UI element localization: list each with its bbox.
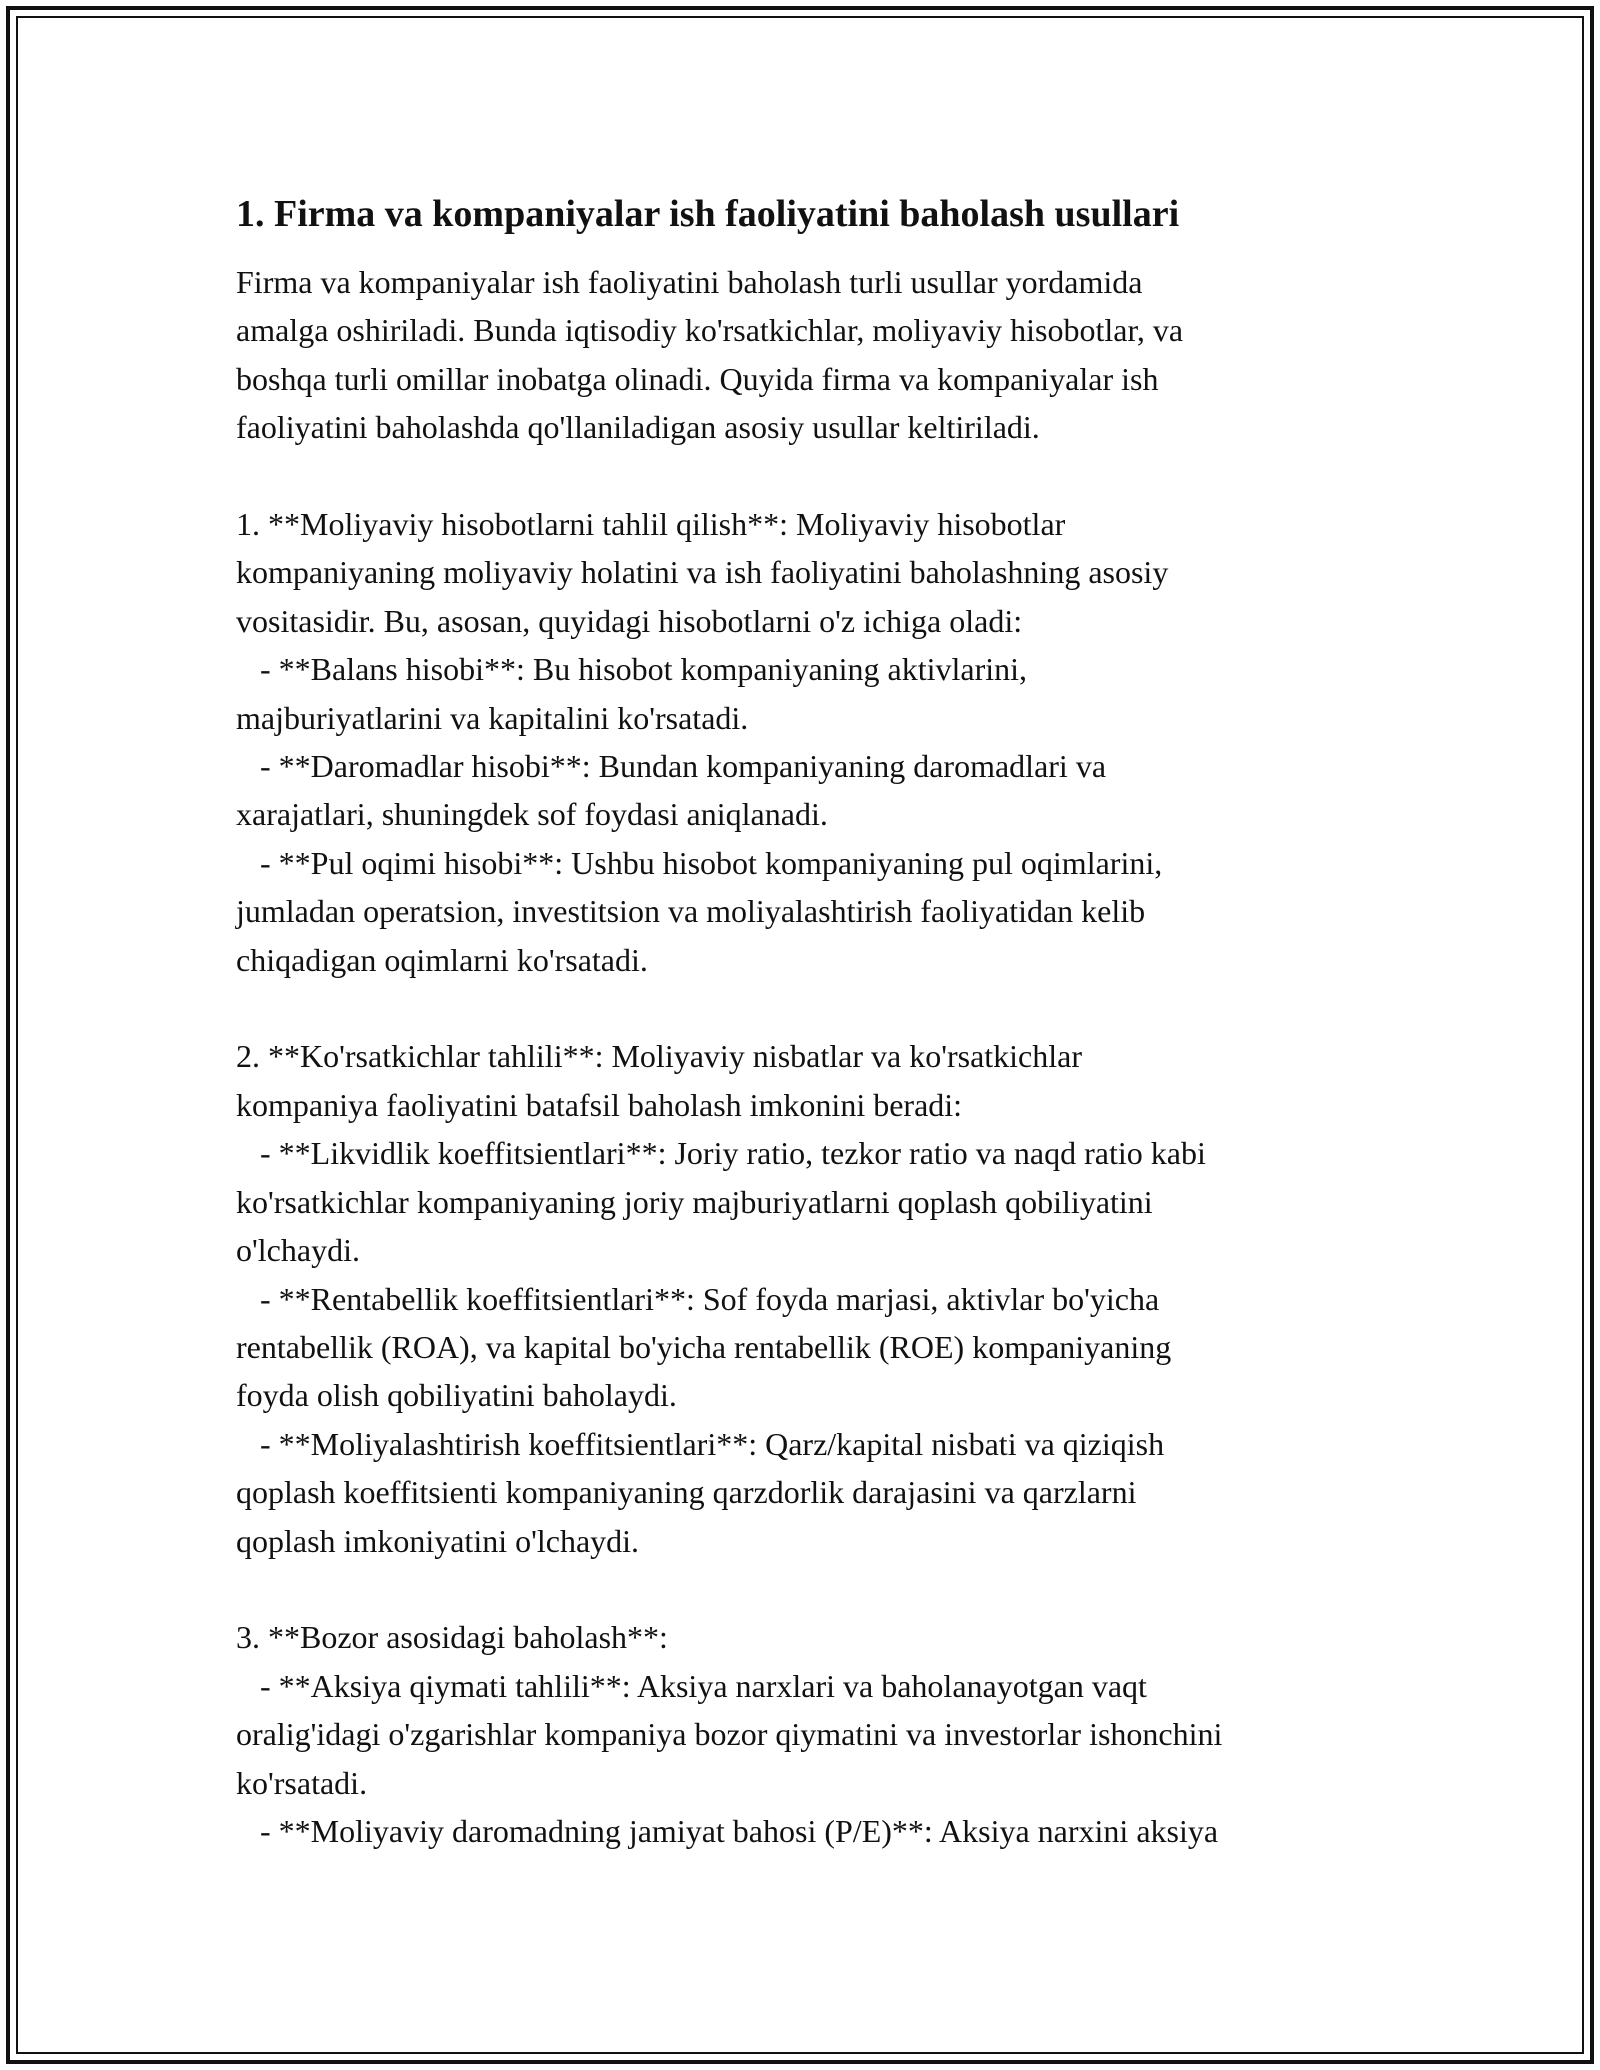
text-line: foyda olish qobiliyatini baholaydi. bbox=[236, 1377, 677, 1414]
text-line: qoplash imkoniyatini o'lchaydi. bbox=[236, 1522, 640, 1559]
text-line: faoliyatini baholashda qo'llaniladigan asosiy usullar keltiriladi. bbox=[236, 409, 1040, 446]
document-body bbox=[236, 188, 1376, 1855]
text-line: boshqa turli omillar inobatga olinadi. Quyida firma va kompaniyalar ish bbox=[236, 360, 1159, 397]
text-line: - **Rentabellik koeffitsientlari**: Sof foyda marjasi, aktivlar bo'yicha bbox=[236, 1280, 1160, 1317]
text-line: - **Daromadlar hisobi**: Bundan kompaniyaning daromadlari va bbox=[236, 748, 1107, 785]
text-line bbox=[236, 452, 1376, 500]
text-line bbox=[236, 984, 1376, 1032]
text-line: chiqadigan oqimlarni ko'rsatadi. bbox=[236, 941, 648, 978]
text-line: rentabellik (ROA), va kapital bo'yicha rentabellik (ROE) kompaniyaning bbox=[236, 1328, 1172, 1365]
text-line: Firma va kompaniyalar ish faoliyatini baholash turli usullar yordamida bbox=[236, 264, 1143, 300]
document-text bbox=[236, 258, 1376, 1855]
text-line: kompaniyaning moliyaviy holatini va ish faoliyatini baholashning asosiy bbox=[236, 554, 1169, 591]
text-line: - **Balans hisobi**: Bu hisobot kompaniyaning aktivlarini, bbox=[236, 651, 1028, 688]
text-line: kompaniya faoliyatini batafsil baholash imkonini beradi: bbox=[236, 1086, 963, 1123]
text-line: ko'rsatadi. bbox=[236, 1764, 368, 1801]
text-line: ko'rsatkichlar kompaniyaning joriy majburiyatlarni qoplash qobiliyatini bbox=[236, 1183, 1153, 1220]
text-line: 2. **Ko'rsatkichlar tahlili**: Moliyaviy nisbatlar va ko'rsatkichlar bbox=[236, 1038, 1082, 1075]
text-line: majburiyatlarini va kapitalini ko'rsatadi. bbox=[236, 699, 749, 736]
text-line: 1. **Moliyaviy hisobotlarni tahlil qilish**: Moliyaviy hisobotlar bbox=[236, 506, 1066, 543]
text-line: - **Moliyalashtirish koeffitsientlari**: Qarz/kapital nisbati va qiziqish bbox=[236, 1425, 1165, 1462]
text-line: qoplash koeffitsienti kompaniyaning qarzdorlik darajasini va qarzlarni bbox=[236, 1474, 1137, 1511]
text-line: - **Moliyaviy daromadning jamiyat bahosi (P/E)**: Aksiya narxini aksiya bbox=[236, 1812, 1219, 1849]
text-line: vositasidir. Bu, asosan, quyidagi hisobotlarni o'z ichiga oladi: bbox=[236, 602, 1023, 639]
text-line: - **Aksiya qiymati tahlili**: Aksiya narxlari va baholanayotgan vaqt bbox=[236, 1667, 1147, 1704]
text-line bbox=[236, 1565, 1376, 1613]
text-line: xarajatlari, shuningdek sof foydasi aniqlanadi. bbox=[236, 796, 828, 833]
text-line: - **Likvidlik koeffitsientlari**: Joriy ratio, tezkor ratio va naqd ratio kabi bbox=[236, 1135, 1206, 1172]
text-line: 3. **Bozor asosidagi baholash**: bbox=[236, 1619, 668, 1656]
document-title: 1. Firma va kompaniyalar ish faoliyatini baholash usullari bbox=[236, 193, 1180, 235]
text-line: o'lchaydi. bbox=[236, 1232, 360, 1269]
text-line: - **Pul oqimi hisobi**: Ushbu hisobot kompaniyaning pul oqimlarini, bbox=[236, 844, 1163, 881]
text-line: jumladan operatsion, investitsion va moliyalashtirish faoliyatidan kelib bbox=[236, 893, 1146, 930]
text-line: amalga oshiriladi. Bunda iqtisodiy ko'rsatkichlar, moliyaviy hisobotlar, va bbox=[236, 312, 1184, 349]
text-line: oralig'idagi o'zgarishlar kompaniya bozor qiymatini va investorlar ishonchini bbox=[236, 1716, 1223, 1753]
